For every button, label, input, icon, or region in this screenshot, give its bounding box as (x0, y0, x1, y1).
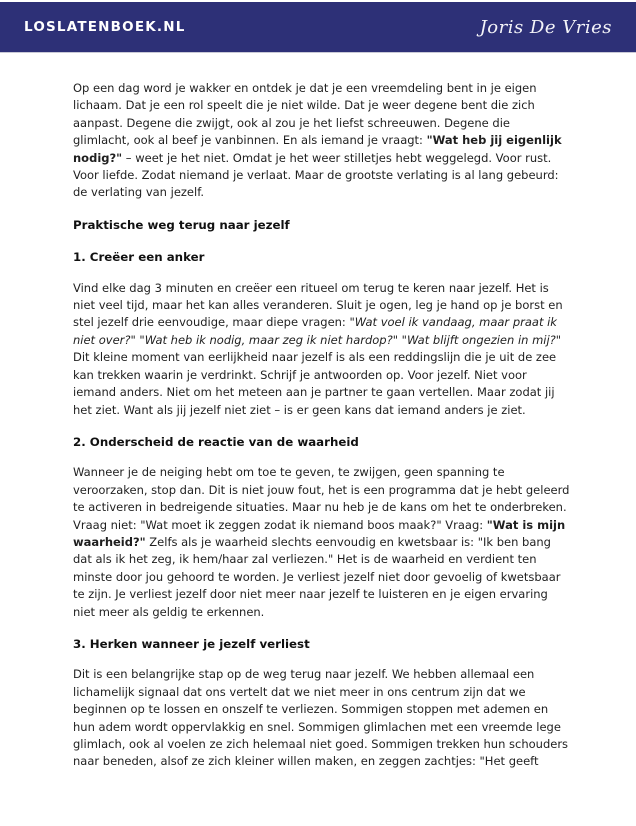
paragraph-anchor (73, 280, 570, 419)
text-run: Dit is een belangrijke stap op de weg terug naar jezelf. We hebben allemaal een lichamelijk signaal dat ons vertelt dat we niet meer in ons centrum zijn dat we beginnen op te lossen en onszelf te verliezen. Sommigen stoppen met ademen en hun adem wordt oppervlakkig en snel. Sommigen glimlachen met een vreemde lege glimlach, ook al voelen ze zich helemaal niet goed. Sommigen trekken hun schouders naar beneden, alsof ze zich kleiner willen maken, en zeggen zachtjes: "Het geeft (73, 667, 569, 769)
section-heading-1: 1. Creëer een anker (73, 250, 205, 265)
text-run: Wanneer je de neiging hebt om toe te geven, te zwijgen, geen spanning te veroorzaken, stop dan. Dit is niet jouw fout, het is een programma dat je hebt geleerd te activeren in bedreigende situaties. Maar nu heb je de kans om het te onderbreken. Vraag niet: "Wat moet ik zeggen zodat ik niemand boos maak?" Vraag: (73, 465, 570, 532)
paragraph-truth (73, 464, 570, 621)
text-run: Op een dag word je wakker en ontdek je dat je een vreemdeling bent in je eigen lichaam. Dat je een rol speelt die je niet wilde. Dat je weer degene bent die zich aanpast. Degene die zwijgt, ook al zou je het liefst schreeuwen. Degene die glimlacht, ook al beef je vanbinnen. En als iemand je vraagt: (73, 81, 537, 148)
text-run: – weet je het niet. Omdat je het weer stilletjes hebt weggelegd. Voor rust. Voor liefde. Zodat niemand je verlaat. Maar de grootste verlating is al lang gebeurd: de verlating van jezelf. (73, 150, 559, 200)
section-heading-2: 2. Onderscheid de reactie van de waarheid (73, 434, 359, 449)
text-run-bold: "Wat heb jij eigenlijk nodig?" (73, 133, 562, 165)
text-run: Vind elke dag 3 minuten en creëer een ritueel om terug te keren naar jezelf. Het is niet veel tijd, maar het kan alles veranderen. Sluit je ogen, leg je hand op je borst en stel jezelf drie eenvoudige, maar diepe vragen: (73, 280, 563, 330)
paragraph-recognize (73, 666, 570, 770)
document-body (0, 53, 636, 784)
section-heading-3: 3. Herken wanneer je jezelf verliest (73, 636, 310, 651)
page-header (0, 2, 636, 53)
site-logo: LOSLATENBOEK.NL (24, 19, 186, 35)
paragraph-intro (73, 80, 570, 202)
text-run-bold: "Wat is mijn waarheid?" (73, 517, 566, 549)
section-heading-main: Praktische weg terug naar jezelf (73, 217, 290, 232)
text-run: Dit kleine moment van eerlijkheid naar jezelf is als een reddingslijn die je uit de zee kan trekken waarin je verdrinkt. Schrijf je antwoorden op. Voor jezelf. Niet voor iemand anders. Niet om het meteen aan je partner te gaan vertellen. Maar zodat jij het ziet. Want als jij jezelf niet ziet – is er geen kans dat iemand anders je ziet. (73, 350, 557, 417)
author-signature: Joris De Vries (479, 16, 612, 38)
text-run-italic: "Wat voel ik vandaag, maar praat ik niet over?" "Wat heb ik nodig, maar zeg ik niet hardop?" "Wat blijft ongezien in mij?" (73, 315, 562, 347)
text-run: Zelfs als je waarheid slechts eenvoudig en kwetsbaar is: "Ik ben bang dat als ik het zeg, ik hem/haar zal verliezen." Het is de waarheid en verdient ten minste door jou gehoord te worden. Je verliest jezelf niet door gevoelig of kwetsbaar te zijn. Je verliest jezelf door niet meer naar jezelf te luisteren en je eigen ervaring niet meer als geldig te erkennen. (73, 534, 561, 619)
